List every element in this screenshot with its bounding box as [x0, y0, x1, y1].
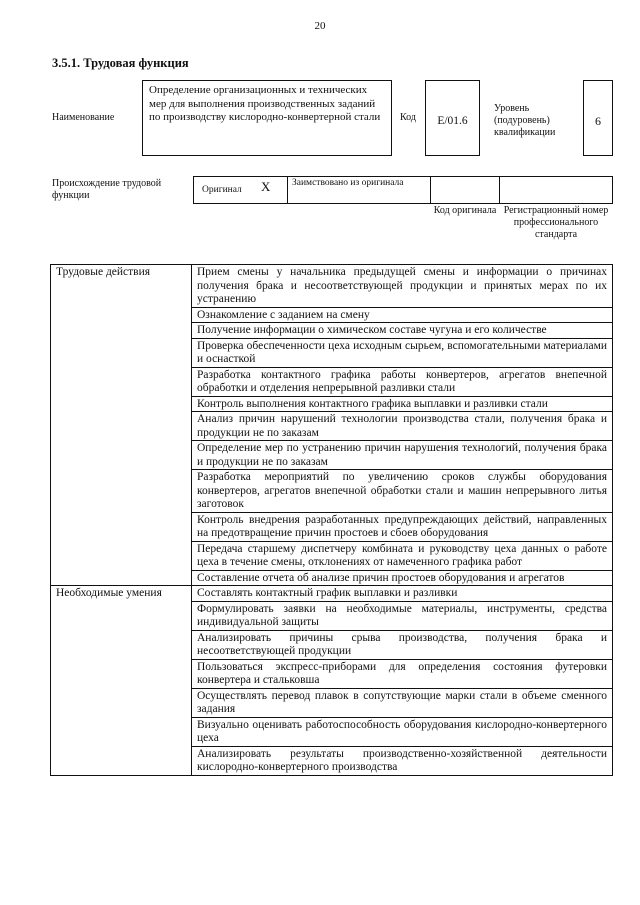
reg-number-caption: Регистрационный номер профессионального стандарта	[503, 205, 609, 240]
function-table	[50, 264, 613, 776]
section-category: Необходимые умения	[51, 586, 192, 776]
section-item: Проверка обеспеченности цеха исходным сырьем, вспомогательными материалами и оснасткой	[192, 338, 613, 367]
section-item: Визуально оценивать работоспособность оборудования кислородно-конвертерного цеха	[192, 717, 613, 746]
level-label: Уровень (подуровень) квалификации	[494, 103, 556, 138]
section-item: Контроль выполнения контактного графика выплавки и разливки стали	[192, 396, 613, 412]
code-original-caption: Код оригинала	[433, 205, 497, 216]
section-item: Ознакомление с заданием на смену	[192, 307, 613, 323]
borrowed-cell	[287, 176, 431, 204]
section-heading: 3.5.1. Трудовая функция	[52, 56, 189, 70]
level-value: 6	[595, 114, 601, 128]
table-row	[51, 265, 613, 308]
section-item: Разработка контактного графика работы конвертеров, агрегатов внепечной обработки и отделения непрерывной разливки стали	[192, 367, 613, 396]
section-item: Прием смены у начальника предыдущей смены и информации о причинах получения брака и несоответствующей продукции и принятых мерах по их устранению	[192, 265, 613, 308]
section-item: Анализировать причины срыва производства, получения брака и несоответствующей продукции	[192, 630, 613, 659]
original-label: Оригинал	[202, 185, 242, 195]
origin-row	[193, 176, 613, 204]
section-item: Анализировать результаты производственно-хозяйственной деятельности кислородно-конвертерного производства	[192, 746, 613, 775]
table-row	[51, 586, 613, 602]
function-name-box	[142, 80, 392, 156]
borrowed-label: Заимствовано из оригинала	[292, 178, 404, 188]
reg-number-cell	[499, 176, 613, 204]
section-item: Осуществлять перевод плавок в сопутствующие марки стали в объеме сменного задания	[192, 688, 613, 717]
code-value: E/01.6	[437, 115, 468, 127]
section-item: Контроль внедрения разработанных предупреждающих действий, направленных на предотвращение причин простоев и сбоев оборудования	[192, 512, 613, 541]
section-item: Передача старшему диспетчеру комбината и руководству цеха данных о работе цеха в течение смены, отклонениях от намеченного графика работ	[192, 541, 613, 570]
page-number: 20	[314, 20, 326, 32]
original-mark: X	[261, 179, 271, 194]
code-original-cell	[430, 176, 500, 204]
code-label: Код	[400, 112, 416, 123]
code-box	[425, 80, 480, 156]
origin-label: Происхождение трудовой функции	[52, 178, 162, 201]
section-item: Анализ причин нарушений технологии производства стали, получения брака и продукции не по заказам	[192, 412, 613, 441]
section-item: Получение информации о химическом составе чугуна и его количестве	[192, 323, 613, 339]
section-category: Трудовые действия	[51, 265, 192, 586]
name-label: Наименование	[52, 112, 115, 123]
section-item: Формулировать заявки на необходимые материалы, инструменты, средства индивидуальной защиты	[192, 601, 613, 630]
section-item: Разработка мероприятий по увеличению сроков службы оборудования конвертеров, агрегатов внепечной обработки стали и машин непрерывного литья заготовок	[192, 470, 613, 513]
level-box	[583, 80, 613, 156]
section-item: Пользоваться экспресс-приборами для определения состояния футеровки конвертера и стальковша	[192, 659, 613, 688]
section-item: Определение мер по устранению причин нарушения технологий, получения брака и продукции не по заказам	[192, 441, 613, 470]
section-item: Составление отчета об анализе причин простоев оборудования и агрегатов	[192, 570, 613, 586]
original-cell	[193, 176, 288, 204]
section-item: Составлять контактный график выплавки и разливки	[192, 586, 613, 602]
function-name-value: Определение организационных и технических мер для выполнения производственных заданий по производству кислородно-конвертерной стали	[149, 84, 381, 123]
